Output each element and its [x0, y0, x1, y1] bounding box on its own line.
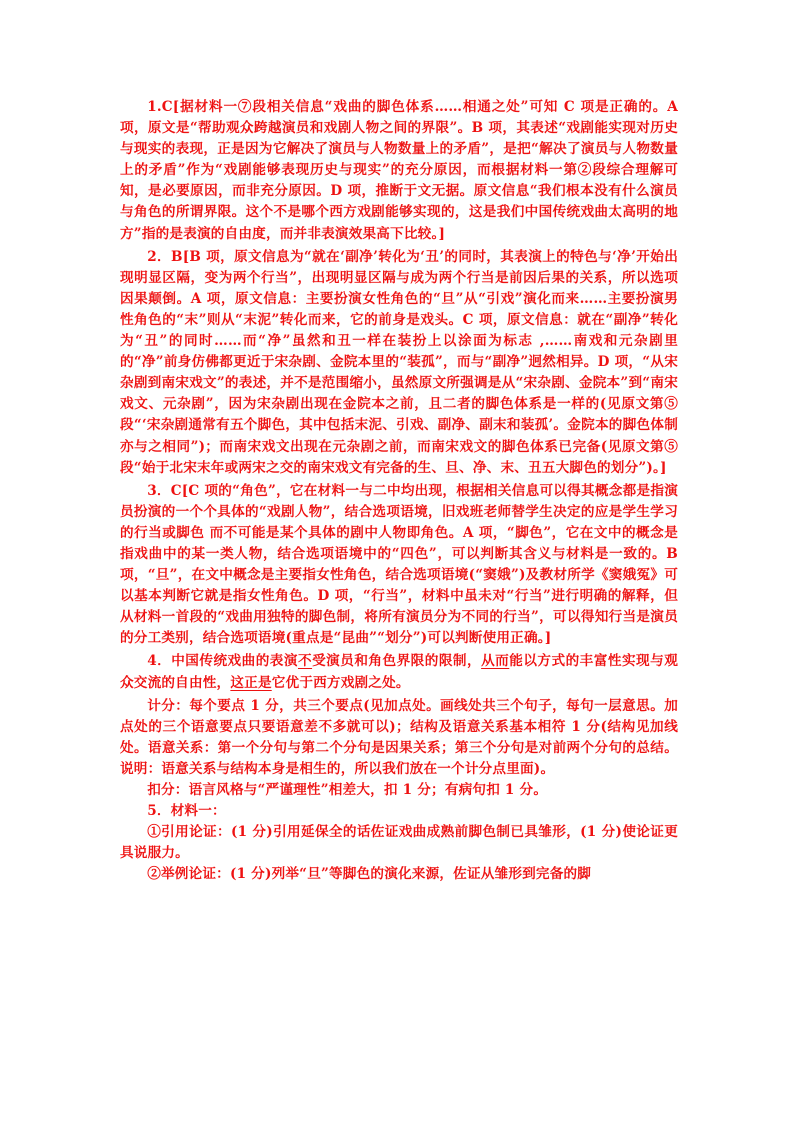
- deduction-note: 扣分：语言风格与“严谨理性”相差大，扣 1 分；有病句扣 1 分。: [147, 782, 548, 798]
- answer-q4-underline-bu: 不: [297, 653, 313, 670]
- answer-q2: 2．B[B 项，原文信息为“就在‘副净’转化为‘丑’的同时，其表演上的特色与‘净’开始出现明显区隔，变为两个行当”，出现明显区隔与成为两个行当是前因后果的关系，所以选项因果颠倒。A 项，原文信息：主要扮演女性角色的“旦”从“引戏”演化而来……主要扮演男性角色的“末”则从“末泥”转化而来，它的前身是戏头。C 项，原文信息：就在“副净”转化为“丑”的同时……而“净”虽然和丑一样在装扮上以涂面为标志 ,……南戏和元杂剧里的“净”前身仿佛都更近于宋杂剧、金院本里的“装孤”，而与“副净”迥然相异。D 项，“从宋杂剧到南宋戏文”的表述，并不是范围缩小，虽然原文所强调是从“宋杂剧、金院本”到“南宋戏文、元杂剧”，因为宋杂剧出现在金院本之前，且二者的脚色体系是一样的(见原文第⑤段“‘宋杂剧通常有五个脚色，其中包括末泥、引戏、副净、副末和装孤’。金院本的脚色体制亦与之相同”)；而南宋戏文出现在元杂剧之前，而南宋戏文的脚色体系已完备(见原文第⑤段“始于北宋末年或两宋之交的南宋戏文有完备的生、旦、净、末、丑五大脚色的划分”)。]: [120, 248, 678, 476]
- scoring-note: 计分：每个要点 1 分，共三个要点(见加点处。画线处共三个句子，每句一层意思。加点处的三个语意要点只要语意差不多就可以)；结构及语意关系基本相符 1 分(结构见加线处。语意关系：第一个分句与第二个分句是因果关系；第三个分句是对前两个分句的总结。说明：语意关系与结构本身是相生的，所以我们放在一个计分点里面)。: [120, 697, 678, 777]
- answer-q5-point1: ①引用论证：(1 分)引用延保全的话佐证戏曲成熟前脚色制已具雏形，(1 分)使论证更具说服力。: [120, 824, 678, 862]
- answer-q4-underline-conger: 从而: [481, 653, 510, 670]
- answer-q1: 1.C[据材料一⑦段相关信息“戏曲的脚色体系……相通之处”可知 C 项是正确的。A 项，原文是“帮助观众跨越演员和戏剧人物之间的界限”。B 项，其表述“戏剧能实现对历史与现实的表现，正是因为它解决了演员与人物数量上的矛盾”，是把“解决了演员与人物数量上的矛盾”作为“戏剧能够表现历史与现实”的充分原因，而根据材料一第②段综合理解可知，是必要原因，而非充分原因。D 项，推断于文无据。原文信息“我们根本没有什么演员与角色的所谓界限。这个不是哪个西方戏剧能够实现的，这是我们中国传统戏曲太高明的地方”指的是表演的自由度，而并非表演效果高下比较。]: [120, 99, 678, 242]
- answer-q4-underline-zhezhengshi: 这正是: [230, 674, 272, 691]
- answer-q4: [120, 651, 678, 693]
- answer-q4-part4: 它优于西方戏剧之处。: [271, 674, 410, 691]
- answer-q4-part3: 能以方式的丰富性实现与观众交流的自由性，: [120, 653, 678, 691]
- answer-document: [120, 97, 678, 885]
- answer-q3: 3．C[C 项的“角色”，它在材料一与二中均出现，根据相关信息可以得其概念都是指演员扮演的一个个具体的“戏剧人物”，结合选项语境，旧戏班老师替学生决定的应是学生学习的行当或脚色 而不可能是某个具体的剧中人物即角色。A 项，“脚色”，它在文中的概念是指戏曲中的某一类人物，结合选项语境中的“四色”，可以判断其含义与材料是一致的。B 项，“旦”，在文中概念是主要指女性角色，结合选项语境(“窦娥”)及教材所学《窦娥冤》可以基本判断它就是指女性角色。D 项，“行当”，材料中虽未对“行当”进行明确的解释，但从材料一首段的“戏曲用独特的脚色制，将所有演员分为不同的行当”，可以得知行当是演员的分工类别，结合选项语境(重点是“昆曲”“划分”)可以判断使用正确。]: [120, 482, 678, 647]
- answer-q4-part1: 4．中国传统戏曲的表演: [147, 653, 298, 670]
- answer-q4-part2: 受演员和角色界限的限制，: [312, 653, 482, 670]
- answer-q5-heading: 5．材料一：: [147, 803, 226, 820]
- answer-q5-point2: ②举例论证：(1 分)列举“旦”等脚色的演化来源，佐证从雏形到完备的脚: [147, 866, 592, 883]
